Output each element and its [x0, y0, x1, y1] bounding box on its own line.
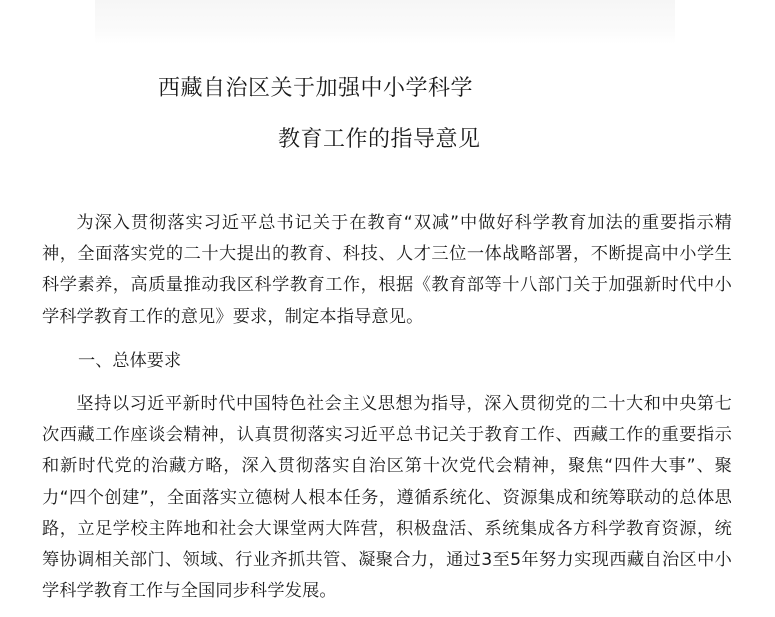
- section-heading: 一、总体要求: [78, 351, 182, 371]
- document-title-line-1: 西藏自治区关于加强中小学科学: [158, 76, 474, 101]
- intro-paragraph: 为深入贯彻落实习近平总书记关于在教育“双减”中做好科学教育加法的重要指示精神，全面落实党的二十大提出的教育、科技、人才三位一体战略部署，不断提高中小学生科学素养，高质量推动我区科学教育工作，根据《教育部等十八部门关于加强新时代中小学科学教育工作的意见》要求，制定本指导意见。: [42, 213, 732, 327]
- body-paragraph: 坚持以习近平新时代中国特色社会主义思想为指导，深入贯彻党的二十大和中央第七次西藏工作座谈会精神，认真贯彻落实习近平总书记关于教育工作、西藏工作的重要指示和新时代党的治藏方略，深入贯彻落实自治区第十次党代会精神，聚焦“四件大事”、聚力“四个创建”，全面落实立德树人根本任务，遵循系统化、资源集成和统筹联动的总体思路，立足学校主阵地和社会大课堂两大阵营，积极盘活、系统集成各方科学教育资源，统筹协调相关部门、领域、行业齐抓共管、凝聚合力，通过3至5年努力实现西藏自治区中小学科学教育工作与全国同步科学发展。: [42, 394, 732, 602]
- document-title-line-2: 教育工作的指导意见: [278, 127, 481, 152]
- page-top-margin: [95, 0, 675, 44]
